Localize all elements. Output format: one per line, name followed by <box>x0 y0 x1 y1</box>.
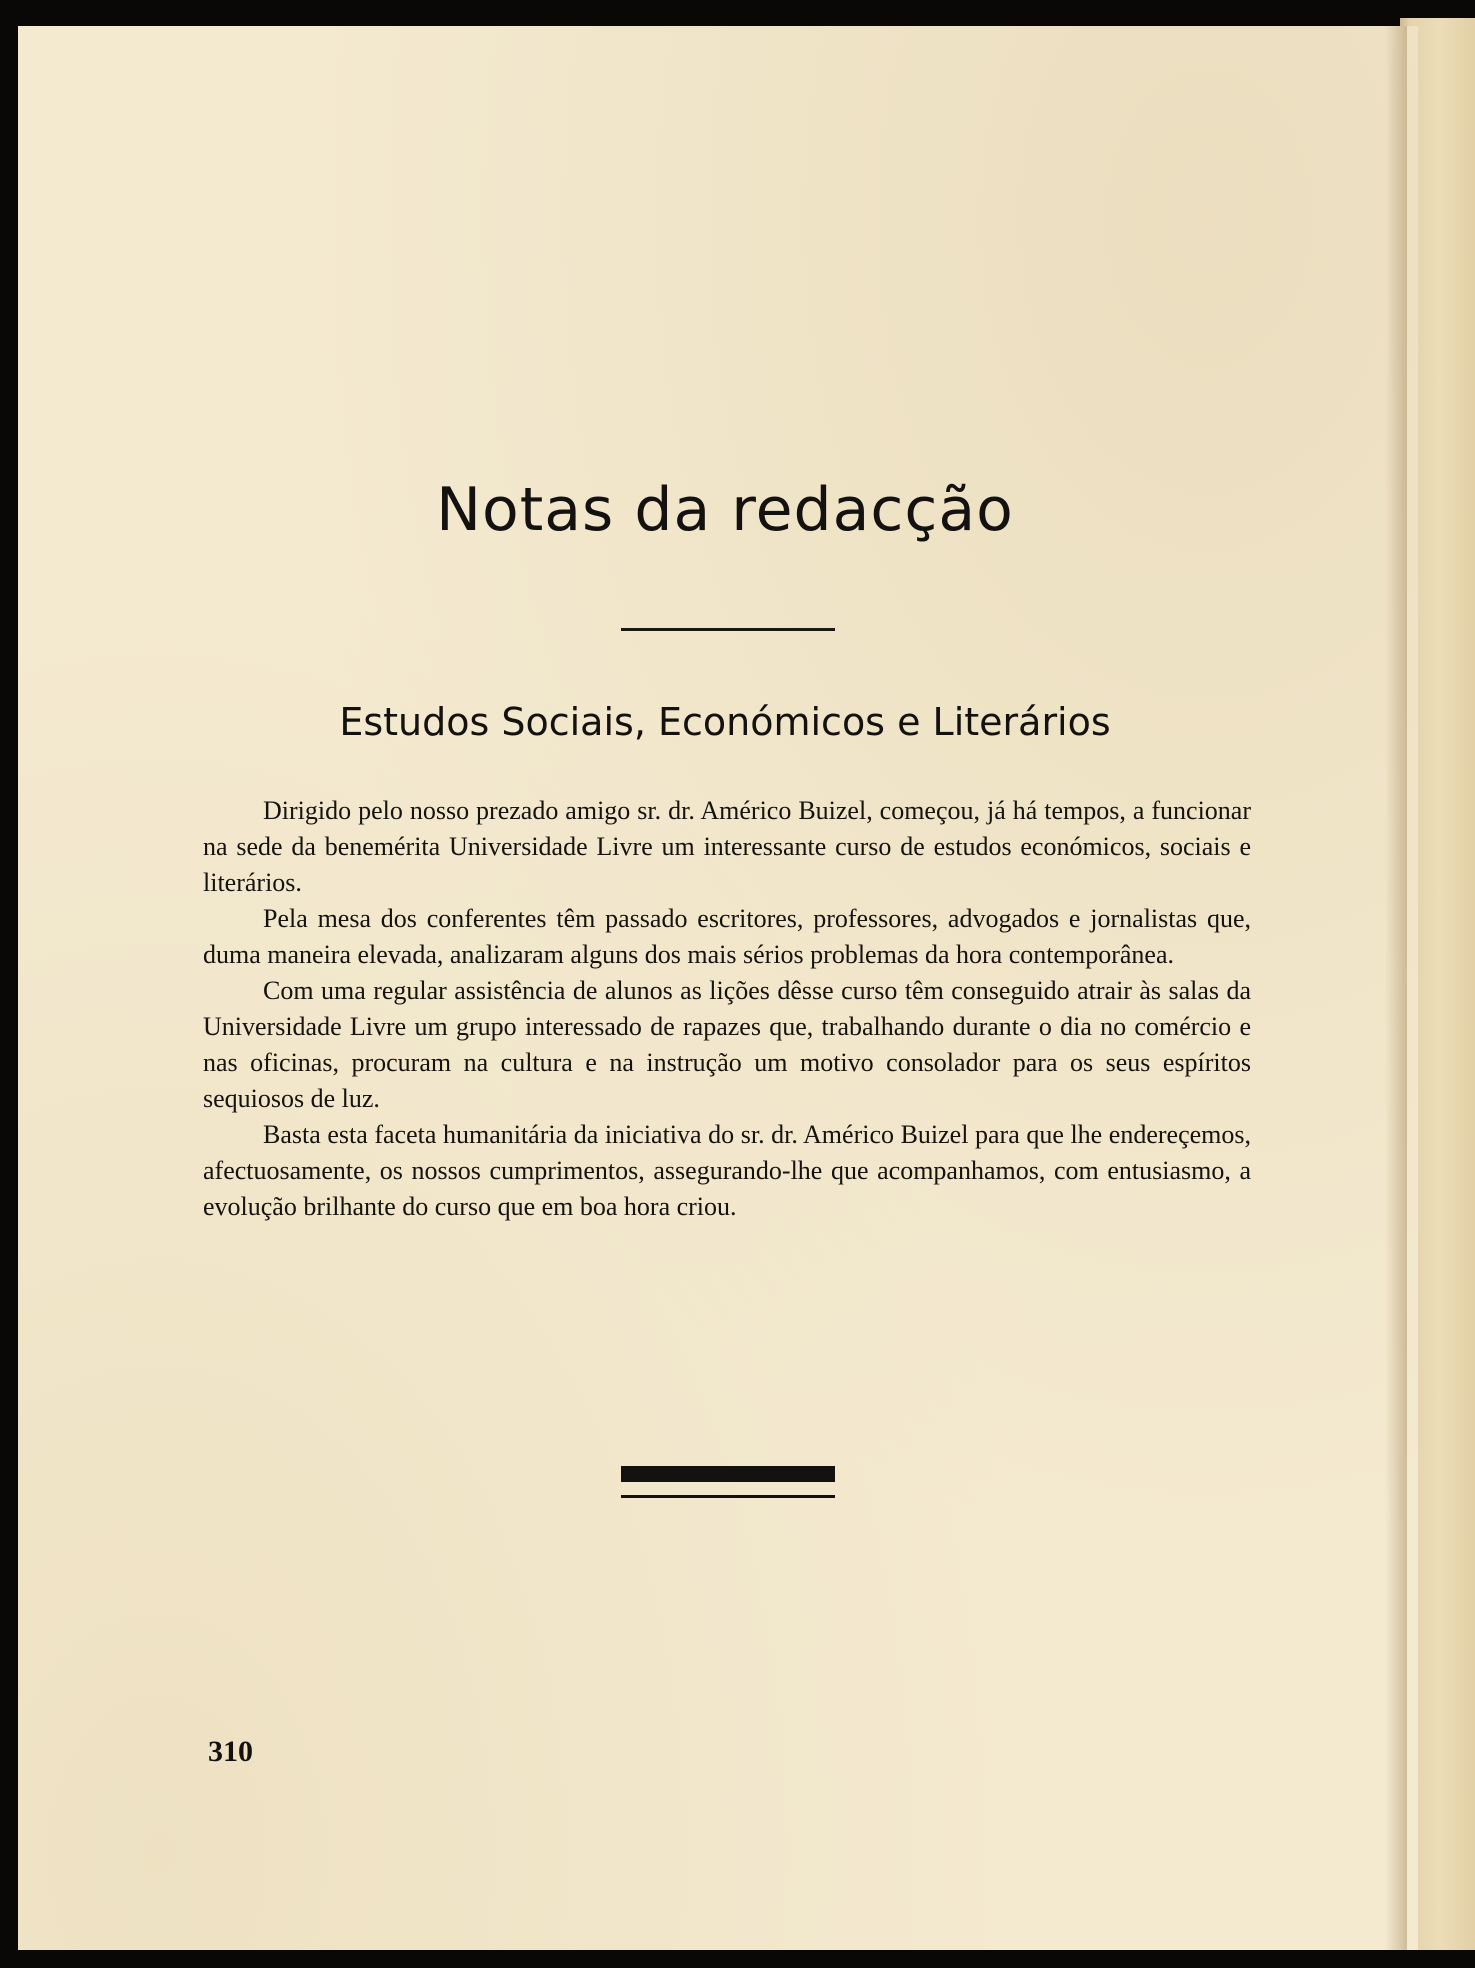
paragraph-2: Pela mesa dos conferentes têm passado escritores, professores, advogados e jornalistas que, duma maneira elevada, analizaram alguns dos mais sérios problemas da hora contemporânea. <box>203 904 1251 969</box>
article-body <box>203 793 1251 1225</box>
paragraph-1: Dirigido pelo nosso prezado amigo sr. dr. Américo Buizel, começou, já há tempos, a funcionar na sede da benemérita Universidade Livre um interessante curso de estudos económicos, sociais e literários. <box>203 796 1251 897</box>
paragraph-3: Com uma regular assistência de alunos as lições dêsse curso têm conseguido atrair às salas da Universidade Livre um grupo interessado de rapazes que, trabalhando durante o dia no comércio e nas oficinas, procuram na cultura e na instrução um motivo consolador para os seus espíritos sequiosos de luz. <box>203 976 1251 1113</box>
title-divider <box>621 628 835 631</box>
closing-divider-thin <box>621 1495 835 1498</box>
page-number: 310 <box>208 1735 253 1768</box>
section-heading: Estudos Sociais, Económicos e Literários <box>339 700 1111 744</box>
paragraph-4: Basta esta faceta humanitária da iniciativa do sr. dr. Américo Buizel para que lhe endereçemos, afectuosamente, os nossos cumprimentos, assegurando-lhe que acompanhamos, com entusiasmo, a evolução brilhante do curso que em boa hora criou. <box>203 1120 1251 1221</box>
closing-divider-thick <box>621 1466 835 1482</box>
page-title: Notas da redacção <box>436 475 1014 545</box>
page-gutter-shadow <box>1385 26 1407 1950</box>
